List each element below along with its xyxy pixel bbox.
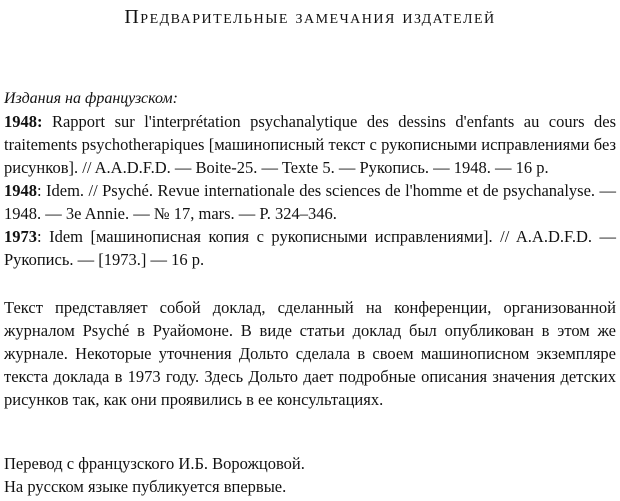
- edition-entry-2: [4, 179, 616, 225]
- edition-year: 1973: [4, 227, 37, 246]
- edition-text: Rapport sur l'interprétation psychanalytique des dessins d'enfants au cours des traitements psychotherapiques [машинописный текст с рукописными исправлениями без рисунков]. // A.A.D.F.D. — Boite-25. — Texte 5. — Рукопись. — 1948. — 16 p.: [4, 112, 616, 177]
- editions-heading: Издания на французском:: [4, 90, 178, 107]
- edition-year: 1948: [4, 181, 37, 200]
- first-publication-line: На русском языке публикуется впервые.: [4, 477, 287, 496]
- edition-entry-1: [4, 110, 616, 179]
- edition-text: : Idem. // Psyché. Revue internationale des sciences de l'homme et de psychanalyse. — 1948. — 3e Annie. — № 17, mars. — P. 324–346.: [4, 181, 616, 223]
- edition-text: : Idem [машинописная копия с рукописными исправлениями]. // A.A.D.F.D. — Рукопись. — [1973.] — 16 p.: [4, 227, 616, 269]
- page-title: Предварительные замечания издателей: [124, 6, 496, 28]
- edition-entry-3: [4, 225, 616, 271]
- edition-year: 1948:: [4, 112, 43, 131]
- editions-section: [4, 88, 616, 271]
- translation-note: [4, 452, 616, 498]
- translator-line: Перевод с французского И.Б. Ворожцовой.: [4, 454, 305, 473]
- description-paragraph: Текст представляет собой доклад, сделанный на конференции, организованной журналом Psyché в Руайомоне. В виде статьи доклад был опубликован в этом же журнале. Некоторые уточнения Дольто сделала в своем машинописном экземпляре текста доклада в 1973 году. Здесь Дольто дает подробные описания значения детских рисунков так, как они проявились в ее консультациях.: [4, 298, 616, 409]
